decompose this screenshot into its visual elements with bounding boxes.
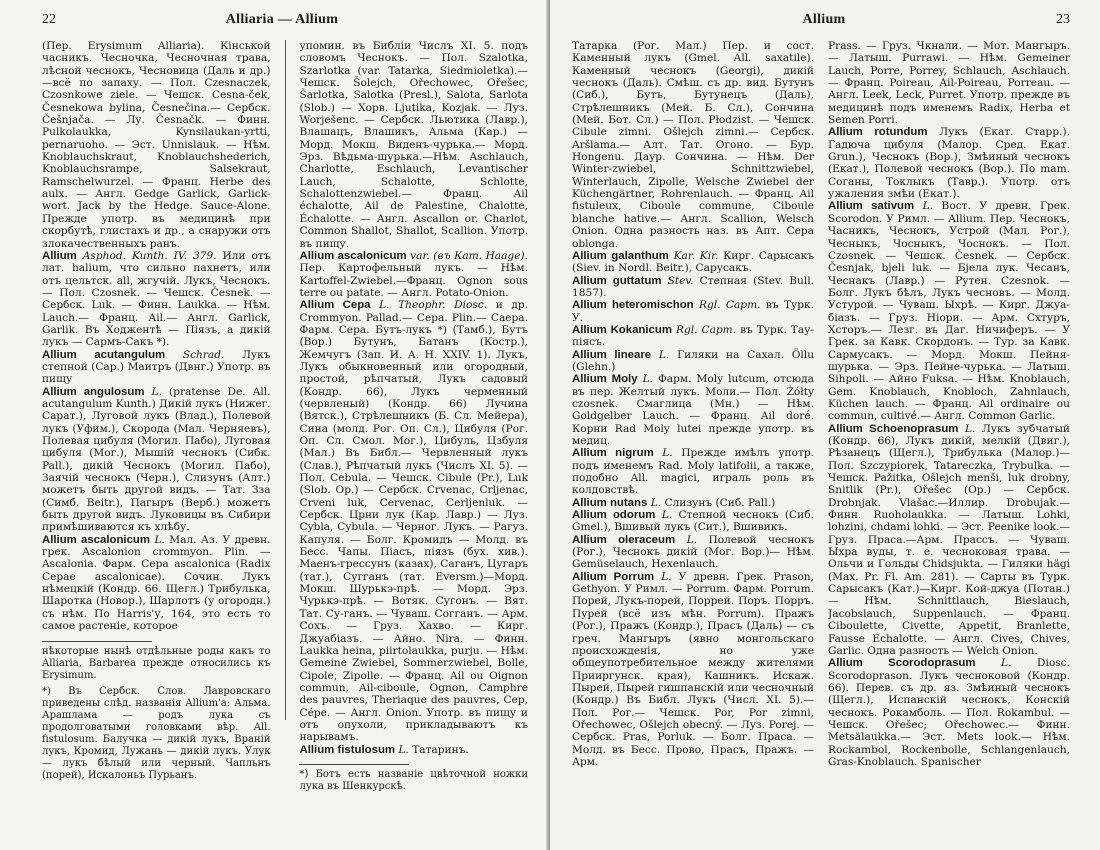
right-col-1 xyxy=(572,40,814,830)
dictionary-entry xyxy=(572,299,814,324)
entry-authority: L. xyxy=(650,496,662,509)
dictionary-entry xyxy=(572,447,814,496)
entry-text: Слизунъ (Сиб. Pall.) xyxy=(664,496,776,509)
entry-text: Лукъ степной (Сар.) Маитръ (Двнг.) Употр. въ пищу xyxy=(42,348,271,386)
dictionary-entry xyxy=(828,657,1070,768)
entry-intro: (Пер. Erysimum Alliaria). Кінськой часникъ. Чесночка, Чесночная травa, лѣсной чеснокъ, Чесновица (Даль и др.)—всё по запаху. — Пол. Czesnaczek, Czosnkowe ziele. — Чешск. Cesna-ček, Česnekowa bylina, Česnečina.— Сербск. Češnjača. — Лу. Česnačk. — Финн. Pulkolaukka, Kynsilaukan-yrtti, pernaruoho. — Эст. Unnislauk. — Нѣм. Knoblauchskraut, Knoblauchshederich, Knoblauchsrampe, Salsekraut, Ramschelwurzel. — Франц. Herbe des aulx. — Англ. Gedge Garlick, Garlick-wort. Jack by the Hedge. Sauce-Alone. Прежде употр. въ медицинѣ при скорбутѣ, глистахъ и др., а снаружи отъ злокачественныхъ ранъ. xyxy=(42,40,271,250)
left-col-2 xyxy=(299,40,528,830)
entry-text: Лукъ зубчатый (Кондр. 66), Лукъ дикій, мелкій (Двиг.), Рѣзанецъ (Щегл.), Трибулька (Малор.)—Пол. Szczypiorek, Tatareczka, Trybulka. — Чешск. Pažitka, Ošlejch menši, luk drobny, Snitlik (Pr.), Ořešec (Op.) — Сербск. Drobnjak. Vlašac.—Иллир. Drobujak.—Финн. Ruoholaukka. — Латыш. Lohki, lohzini, chdami lohki. — Эст. Peenike look.—Груз. Праса.—Арм. Прассъ. — Чуваш. Ыхра вуды, т. е. чесноковая трава. — Ольчи и Гольды Chidsjukta. — Гиляки hägi (Max. Pr. Fl. Am. 281). — Сарты въ Турк. Сарысакъ (Кат.)—Кирг. Кой-джуа (Потан.) — Нѣм. Schnittlauch, Bieslauch, Jacobslauch, Suppenlauch. — Франц. Ciboulette, Civette, Appetit, Branlette, Fausse Echalotte. — Англ. Cives, Chives, Garlic. Одна разность — Welch Onion. xyxy=(828,422,1070,657)
entry-headword: Allium nigrum xyxy=(572,447,654,460)
entry-headword: Allium Porrum xyxy=(572,570,655,583)
entry-text: Или отъ лат. halium, что сильно пахнетъ, или отъ цельтск. all, жгучій. Лукъ, Чеснокъ. — Пол. Czosnek. — Чешск. Česnek. — Сербск. Luk. — Финн. Laukka. — Нѣм. Lauch.— Франц. Ail.— Англ. Garlick, Garlik. Въ Ходжентѣ — Піязъ, а дикій лукъ — Сармъ-Сакъ *). xyxy=(42,249,271,349)
entry-intro: Prass. — Груз. Чкнали. — Мот. Мангыръ. — Латыш. Purrawi. — Нѣм. Gemeiner Lauch, Porre, Porrey, Schlauch, Aschlauch. — Франц. Poireau, Ail-Poireau, Porreau. — Англ. Leek, Lеck, Purret. Употр. прежде въ медицинѣ подъ именемъ Radix, Herba et Semen Porri. xyxy=(828,40,1070,127)
entry-text: Степная (Stev. Bull. 1857). xyxy=(572,274,814,299)
entry-text: Вост. У древн. Грек. Scorodon. У Римл. — Allium. Пер. Чеснокъ, Часникъ, Чеснокъ, Устрой (Мал. Рог.), Чесныкъ, Чосныкъ, Чоснокъ. — Пол. Czosnek. — Чешск. Česnek. — Сербск. Česnjak, bjeli luk. — Бјела лук. Чесанъ, Чеснакъ (Лавр.) — Рутен. Czesnok. — Болг. Лукъ бѣлъ, Лукъ чесновъ. — Молд. Устурой. — Чуваш. Ыхрѣ. — Кирг. Джуа-біазъ. — Груз. Ніори. — Арм. Схтуръ, Хсторъ.— Лезг. въ Даг. Ничиферъ. — У Грек. за Кавк. Скордонъ. — Тур. за Кавк. Сармусакъ. — Морд. Мокш. Пейня-шурька. — Эрз. Пейне-чурька. — Латыш. Sihpoli. — Айно Fuksa. — Нѣм. Knoblauch, Gem. Knoblauch, Knobloch, Zahnlauch, Küchen lauch. — Франц. Ail ordinaire ou commun, cultivé.— Англ. Common Garlic. xyxy=(828,200,1070,423)
page-number-left: 22 xyxy=(42,12,56,27)
entry-authority: L. xyxy=(151,385,162,398)
entry-authority: L. xyxy=(398,743,409,756)
dictionary-entry xyxy=(828,126,1070,200)
dictionary-entry xyxy=(42,250,271,349)
footnote-rule xyxy=(42,641,152,642)
right-page-header xyxy=(572,12,1070,34)
entry-authority: Asphod. Kunth. IV. 379. xyxy=(82,249,217,262)
entry-text: Татаринъ. xyxy=(412,743,469,756)
entry-headword: Allium heteromischon xyxy=(572,299,694,312)
entry-authority: Kar. Kir. xyxy=(673,249,719,262)
entry-headword: Allium angulosum xyxy=(42,385,145,398)
entry-text: У древн. Грек. Prason, Gethyon. У Римл. — Porrum. Фарм. Porrum. Порей, Лукъ-порей, Поррей. Поръ. Порръ. Пурей (всё изъ мѣн. Porrum). Пражъ (Рог.), Пражъ (Кондр.), Прасъ (Даль) — съ греч. Мангыръ (явно монгольскаго происхожденія, но уже общеупотребительное между жителями Прииргунск. края), Кашникъ. Искаж. Пырей, Пырей гишпанскій или чесночный (Кондр.) Въ Библ. Лукъ (Числ. XI. 5).— Пол. Рог.— Чешск. Por, Por zimni, Ořechowec, Ošlejch obecný. — Луз. Porej. — Сербск. Pras, Porluk. — Болг. Праса. — Молд. въ Бесс. Прово, Прасъ, Пражъ. — Арм. xyxy=(572,570,814,768)
entry-headword: Allium rotundum xyxy=(828,126,928,139)
footnote: *) Ботъ есть названіе цвѣточной ножки лука въ Шенкурскѣ. xyxy=(299,768,528,792)
dictionary-entry xyxy=(299,744,528,756)
entry-authority: L. xyxy=(642,373,653,386)
dictionary-entry xyxy=(299,299,528,743)
dictionary-entry xyxy=(42,349,271,386)
dictionary-entry xyxy=(572,497,814,509)
footnote-rule xyxy=(299,764,409,765)
entry-headword: Allium Scorodoprasum xyxy=(828,657,976,670)
entry-authority: Stev. xyxy=(667,274,694,287)
entry-authority: L. xyxy=(661,570,672,583)
entry-headword: Allium nutans xyxy=(572,496,648,509)
entry-authority: L. xyxy=(922,200,934,213)
right-page xyxy=(550,0,1100,850)
entry-authority: L. xyxy=(686,533,697,546)
dictionary-entry xyxy=(572,349,814,374)
right-page-columns xyxy=(572,40,1070,830)
entry-headword: Allium lineare xyxy=(572,348,652,361)
entry-headword: Allium oleraceum xyxy=(572,533,676,546)
entry-text: и др. Crommyon. Pallad.— Cepa. Plin.— Саера. Фарм. Cepa. Бутъ-лукъ *) (Тамб.), Бутъ (Вор.) Бутунъ, Батанъ (Костр.), Жемчугъ (Зап. И. А. Н. XXIV. 1). Лукъ, Лукъ обыкновенный или огородный, простой, рѣпчатый, Лукъ садовый (Кондр. 66), Лукъ черменный (червленый) (Кондр. 66) Лучина (Вятск.), Стрѣлешникъ (Б. Сл. Мейера), Сина (молд. Рог. Оп. Сл.), Цибуля (Рог. Оп. Сл. Смол. Мог.), Цибуль, Цзбуля (Мал.) Въ Библ.— Червленный лукъ (Слав.), Рѣпчатый лукъ (Числъ XI. 5). — Пол. Cebula. — Чешск. Cibule (Pr.), Luk (Slob. Op.) — Сербск. Crvenac, Crljenac, Crveni luk, Cervenac, Cerljenluk. — Сербск. Црни лук (Кар. Лавр.) — Луз. Cybla, Cybula. — Черног. Лукъ. — Рагуз. Капуля. — Болг. Кромидъ — Молд. въ Бесс. Чапы. Піасъ, піязъ (бух. хив.). Маенъ-грессунъ (казах), Саганъ, Цугаръ (тат.), Сугганъ (тат. Eversm.)—Морд. Мокш. Шурькэ-прѣ. — Морд. Эрз. Чурькэ-прѣ. — Вотяк. Сугонъ. — Вят. Тат. Су-ганъ. — Чуваш. Согганъ. — Арм. Сохъ. — Груз. Хахво. — Кирг. Джуабіазъ. — Айно. Nira. — Финн. Laukka heina, piirtolaukka, purju. — Нѣм. Gemeine Zwiebel, Sommerzwiebel, Bolle, Cipole, Zipolle. — Франц. Ail ou Oignon commun, Ail-ciboule, Ognon, Camphre des pauvres, Theriaque des pauvres, Cep, Cépe. — Англ. Onion. Употр. въ пищу и отъ опухоли, прикладываютъ къ нарывамъ. xyxy=(299,299,528,744)
entry-intro: Татарка (Рог. Мал.) Пер. и сост. Каменный лукъ (Gmel. All. saxatile). Каменный чеснокъ (Georgi), дикій чеснокъ (Даль). Смѣш. съ др. вид. Бутунъ (Сиб.), Бутъ, Бутунецъ (Даль), Стрѣлешникъ (Мей. Б. Сл.), Сончина (Мей. Бот. Сл.) — Пол. Płodzist. — Чешск. Cibule zimni. Ošlejch zimni.— Сербск. Aršlama.— Алт. Тат. Огоно. — Бур. Hongenu. Даур. Сончина. — Нѣм. Der Winter-zwiebel, Schnittzwiebel, Winterlauch, Zipolle, Welsche Zwiebel der Küchengärtner, Rohrenlauch. — Франц. Ail fistuleux, Ciboule commune, Ciboule blanche hative.— Англ. Scallion, Welsch Onion. Одна разность наз. въ Апт. Cepa oblonga. xyxy=(572,40,814,250)
entry-headword: Allium ascalonicum xyxy=(299,249,407,262)
entry-text: Мал. Аз. У древн. грек. Ascalonion crommyon. Plin. — Ascalonia. Фарм. Cepa ascalonica (Radix Cepae ascalonicae). Сочин. Лукъ нѣмецкій (Кондр. 66. Щегл.) Трибулька, Шаротка (Новор.), Шарлотъ (у огородн.) съ нѣм. По Harris'у, 164, это есть то самое растеніе, которое xyxy=(42,533,271,633)
left-page-columns xyxy=(42,40,528,830)
entry-text: Гиляки на Сахал. Öllu (Glehn.) xyxy=(572,348,814,373)
dictionary-entry xyxy=(572,275,814,300)
entry-headword: Allium acutangulum xyxy=(42,348,166,361)
entry-headword: Allium Cepa xyxy=(299,299,371,312)
dictionary-entry xyxy=(572,324,814,349)
entry-headword: Allium Kokanicum xyxy=(572,323,672,336)
column-divider xyxy=(285,40,286,720)
page-number-right: 23 xyxy=(1056,12,1070,27)
entry-text: Прежде имѣлъ употр. подъ именемъ Rad. Moly latifolii, а также, подобно All. magici, играль роль въ колдовствѣ. xyxy=(572,447,814,497)
entry-headword: Allium Schoenoprasum xyxy=(828,422,959,435)
entry-authority: Schrad. xyxy=(182,348,225,361)
dictionary-entry xyxy=(42,534,271,633)
entry-authority: L. Theophr. Diosc. xyxy=(379,299,488,312)
entry-headword: Allium fistulosum xyxy=(299,743,396,756)
entry-headword: Allium xyxy=(42,249,77,262)
entry-text: Степной чеснокъ (Сиб. Gmel.), Вшивый лукъ (Сит.), Вшивикъ. xyxy=(572,509,814,534)
entry-headword: Allium guttatum xyxy=(572,274,662,287)
entry-headword: Allium Moly xyxy=(572,373,638,386)
entry-text: Лукъ (Екат. Старр.). Гадюча цибуля (Малор. Сред. Екат. Grun.), Чеснокъ (Вор.), Змѣиный чеснокъ (Екат.), Полевой чеснокъ (Вор.). По mam. Соганы, Токлыкъ (Тавр.). Употр. отъ ужаления змѣи (Екат.). xyxy=(828,126,1070,201)
entry-authority: L. xyxy=(964,422,976,435)
entry-authority: L. xyxy=(662,447,673,460)
dictionary-entry xyxy=(572,373,814,447)
entry-headword: Allium sativum xyxy=(828,200,915,213)
entry-text: Полевой чеснокъ (Рог.), Чеснокъ дикій (Мог. Вор.)— Нѣм. Gemüselauch, Hexenlauch. xyxy=(572,533,814,571)
entry-text: въ Турк. У. xyxy=(572,299,814,324)
dictionary-entry xyxy=(42,386,271,534)
entry-intro: упомин. въ Библіи Числъ XI. 5. подъ словомъ Чеснокъ. — Пол. Szalotka, Szarlotka (var. Tatarka, Siedmioletka).— Чешск. Šolejch, Ořechowec, Ořešec, Šarlotka, Salotka (Presl.), Salota, Sarlota (Slob.) — Хорв. Ljutika, Kozjak. — Луз. Worješenc. — Сербск. Льютика (Лавр.), Влашацъ, Влашикъ, Альма (Кар.) — Морд. Мокш. Виденъ-чурька.— Морд. Эрз. Вѣдьма-шурька.—Нѣм. Aschlauch, Charlotte, Eschlauch, Levantischer Lauch, Schalotte, Schlotte, Schalottenzwiebel.— Франц. Ail échalotte, Ail de Palestine, Chalotte, Échalotte. — Англ. Ascallon or. Charlot, Common Shallot, Shallot, Scallion. Употр. въ пищу. xyxy=(299,40,528,250)
dictionary-entry xyxy=(572,509,814,534)
dictionary-entry xyxy=(572,250,814,275)
entry-authority: L. xyxy=(154,533,165,546)
entry-authority: Rgl. Сарт. xyxy=(699,299,761,312)
entry-authority: var. (въ Кат. Haage). xyxy=(410,249,528,262)
dictionary-entry xyxy=(299,250,528,299)
trailing-note: нѣкоторые нынѣ отдѣльные роды какъ то Alliaria, Barbarea прежде относились къ Erysimum. xyxy=(42,645,271,681)
entry-text: Пер. Картофельный лукъ. — Нѣм. Kartoffel-Zwiebel.—Франц. Ognon sous terre ou patate. — Англ. Potato-Onion. xyxy=(299,262,528,299)
entry-headword: Allium odorum xyxy=(572,509,656,522)
right-col-2 xyxy=(828,40,1070,830)
dictionary-entry xyxy=(572,571,814,769)
dictionary-entry xyxy=(828,200,1070,422)
entry-text: Diosc. Scorodoprason. Лукъ чесноковой (Кондр. 66). Перев. съ др. яз. Змѣиный чеснокъ (Щегл.), Испанскій чеснокъ, Конскій чеснокъ. Рокамболь. — Пол. Rokambul. — Чешск. Ořešec; Ořechowec.— Финн. Metsälaukka.— Эст. Mets look.— Нѣм. Rockambol, Rockenbolle, Schlangenlauch, Gras-Knoblauch. Spanischer xyxy=(828,657,1070,768)
entry-authority: L. xyxy=(658,348,670,361)
entry-authority: Rgl. Сарт. xyxy=(675,323,737,336)
running-head-right: Allium xyxy=(802,12,846,27)
running-head-left: Alliaria — Allium xyxy=(225,12,339,27)
footnote: *) Въ Сербск. Слов. Лавровскаго приведены слѣд. названія Allium'а: Альма. Арашлама — родъ лука съ продолговатыми головками вѣр. All. fistulosum. Балучка — дикій лукъ, Враній лукъ, Кромид, Лужань — дикій лукъ. Улук — лукъ бѣлый или черный. Чапльнъ (порей), Искалоньъ Пурьанъ. xyxy=(42,685,271,781)
entry-headword: Allium ascalonicum xyxy=(42,533,151,546)
left-page-header xyxy=(42,12,528,34)
entry-text: Фарм. Moly lutcum, отсюда въ пер. Желтый лукъ. Моли.— Пол. Żółty czosnek. Смаглица (Мн.) — Нѣм. Goldgelber Lauch. — Франц. Ail doré. Корни Rad Moly lutei прежде употр. въ медиц. xyxy=(572,373,814,447)
entry-authority: L. xyxy=(661,509,673,522)
entry-headword: Allium galanthum xyxy=(572,249,669,262)
entry-text: въ Турк. Тау-піясъ. xyxy=(572,323,814,349)
entry-authority: L. xyxy=(1001,657,1012,670)
entry-text: (pratense De. All. acutangulum Kunth.) Дикій лукъ (Нижег. Сарат.), Луговой лукъ (Влад.), Полевой лукъ (Уфим.), Скорода (Мал. Черняевъ), Полевая цибуля (Могил. Пабо), Луговая цибуля (Мог.), Мышій чеснокъ (Сибк. Pall.), дикій Чеснокъ (Могил. Пабо), Заячій чеснокъ (Черн.), Слизунъ (Алт.) можетъ быть другой видъ. — Тат. Зза (Симб. Beitr.), Пагыръ (Верб.) можетъ быть другой видъ. Луковицы въ Сибири примѣшиваются къ хлѣбу. xyxy=(42,385,271,534)
entry-text: Кирг. Сарысакъ (Siev. in Nordl. Beitr.), Сарусакъ. xyxy=(572,249,814,275)
left-col-1 xyxy=(42,40,271,830)
dictionary-entry xyxy=(828,423,1070,658)
dictionary-entry xyxy=(572,534,814,571)
